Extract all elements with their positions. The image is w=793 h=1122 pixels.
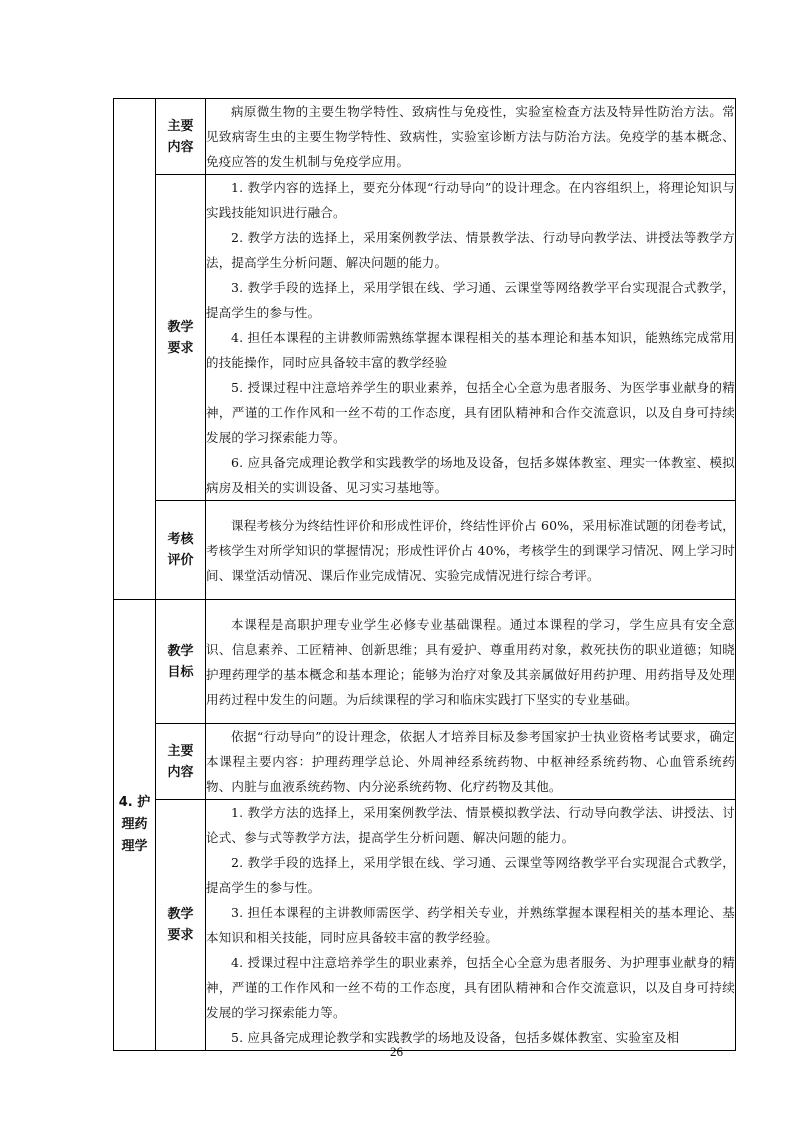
paragraph: 依据“行动导向”的设计理念，依据人才培养目标及参考国家护士执业资格考试要求，确定本课程主要内容：护理药理学总论、外周神经系统药物、中枢神经系统药物、心血管系统药物、内脏与血液系统药物、内分泌系统药物、化疗药物及其他。 (206, 729, 735, 794)
section-title: 4. 护 理药 理学 (118, 795, 151, 854)
paragraph: 本课程是高职护理专业学生必修专业基础课程。通过本课程的学习，学生应具有安全意识、信息素养、工匠精神、创新思维；具有爱护、尊重用药对象，救死扶伤的职业道德；知晓护理药理学的基本概念和基本理论；能够为治疗对象及其亲属做好用药护理、用药指导及处理用药过程中发生的问题。为后续课程的学习和临床实践打下坚实的专业基础。 (206, 616, 735, 707)
table-row (114, 800, 736, 1051)
row-label (156, 600, 206, 724)
row-label-text: 考核 评价 (167, 532, 194, 568)
table-row (114, 99, 736, 175)
paragraph: 课程考核分为终结性评价和形成性评价，终结性评价占 60%，采用标准试题的闭卷考试，考核学生对所学知识的掌握情况；形成性评价占 40%，考核学生的到课学习情况、网上学习时间、课堂活动情况、课后作业完成情况、实验完成情况进行综合考评。 (206, 517, 735, 583)
row-label (156, 724, 206, 800)
row-content (206, 800, 736, 1051)
row-label (156, 99, 206, 175)
table-row (114, 501, 736, 600)
table-row (114, 724, 736, 800)
paragraph: 3. 担任本课程的主讲教师需医学、药学相关专业，并熟练掌握本课程相关的基本理论、基本知识和相关技能，同时应具备较丰富的教学经验。 (206, 905, 735, 945)
paragraph: 6. 应具备完成理论教学和实践教学的场地及设备，包括多媒体教室、理实一体教室、模拟病房及相关的实训设备、见习实习基地等。 (206, 455, 735, 495)
table-row (114, 175, 736, 501)
row-content (206, 724, 736, 800)
paragraph: 3. 教学手段的选择上，采用学银在线、学习通、云课堂等网络教学平台实现混合式教学，提高学生的参与性。 (206, 280, 735, 320)
row-content (206, 600, 736, 724)
row-label-text: 主要 内容 (167, 743, 194, 780)
row-label-text: 教学 要求 (167, 907, 194, 943)
paragraph: 4. 担任本课程的主讲教师需熟练掌握本课程相关的基本理论和基本知识，能熟练完成常用的技能操作，同时应具备较丰富的教学经验 (206, 330, 735, 370)
paragraph: 2. 教学手段的选择上，采用学银在线、学习通、云课堂等网络教学平台实现混合式教学，提高学生的参与性。 (206, 855, 735, 895)
paragraph: 5. 应具备完成理论教学和实践教学的场地及设备，包括多媒体教室、实验室及相 (231, 1030, 680, 1045)
paragraph: 病原微生物的主要生物学特性、致病性与免疫性，实验室检查方法及特异性防治方法。常见致病寄生虫的主要生物学特性、致病性，实验室诊断方法与防治方法。免疫学的基本概念、免疫应答的发生机制与免疫学应用。 (206, 104, 735, 169)
section-cell-pharmacology (114, 600, 156, 1051)
row-label-text: 教学 目标 (167, 643, 194, 680)
paragraph: 4. 授课过程中注意培养学生的职业素养，包括全心全意为患者服务、为护理事业献身的精神，严谨的工作作风和一丝不苟的工作态度，具有团队精神和合作交流意识，以及自身可持续发展的学习探索能力等。 (206, 955, 735, 1020)
paragraph: 1. 教学方法的选择上，采用案例教学法、情景模拟教学法、行动导向教学法、讲授法、讨论式、参与式等教学方法，提高学生分析问题、解决问题的能力。 (206, 805, 735, 845)
row-label-text: 教学 要求 (167, 319, 194, 356)
paragraph: 5. 授课过程中注意培养学生的职业素养，包括全心全意为患者服务、为医学事业献身的精神，严谨的工作作风和一丝不苟的工作态度，具有团队精神和合作交流意识，以及自身可持续发展的学习探索能力等。 (206, 380, 735, 445)
paragraph: 1. 教学内容的选择上，要充分体现“行动导向”的设计理念。在内容组织上，将理论知识与实践技能知识进行融合。 (206, 180, 735, 220)
row-content (206, 99, 736, 175)
row-label (156, 501, 206, 600)
course-table (113, 98, 736, 1051)
row-label (156, 175, 206, 501)
paragraph: 2. 教学方法的选择上，采用案例教学法、情景教学法、行动导向教学法、讲授法等教学方法，提高学生分析问题、解决问题的能力。 (206, 230, 735, 270)
row-content (206, 501, 736, 600)
table-row (114, 600, 736, 724)
page-number: 26 (390, 1044, 403, 1059)
row-label-text: 主要 内容 (167, 118, 194, 155)
row-content (206, 175, 736, 501)
section-cell-previous (114, 99, 156, 600)
row-label (156, 800, 206, 1051)
